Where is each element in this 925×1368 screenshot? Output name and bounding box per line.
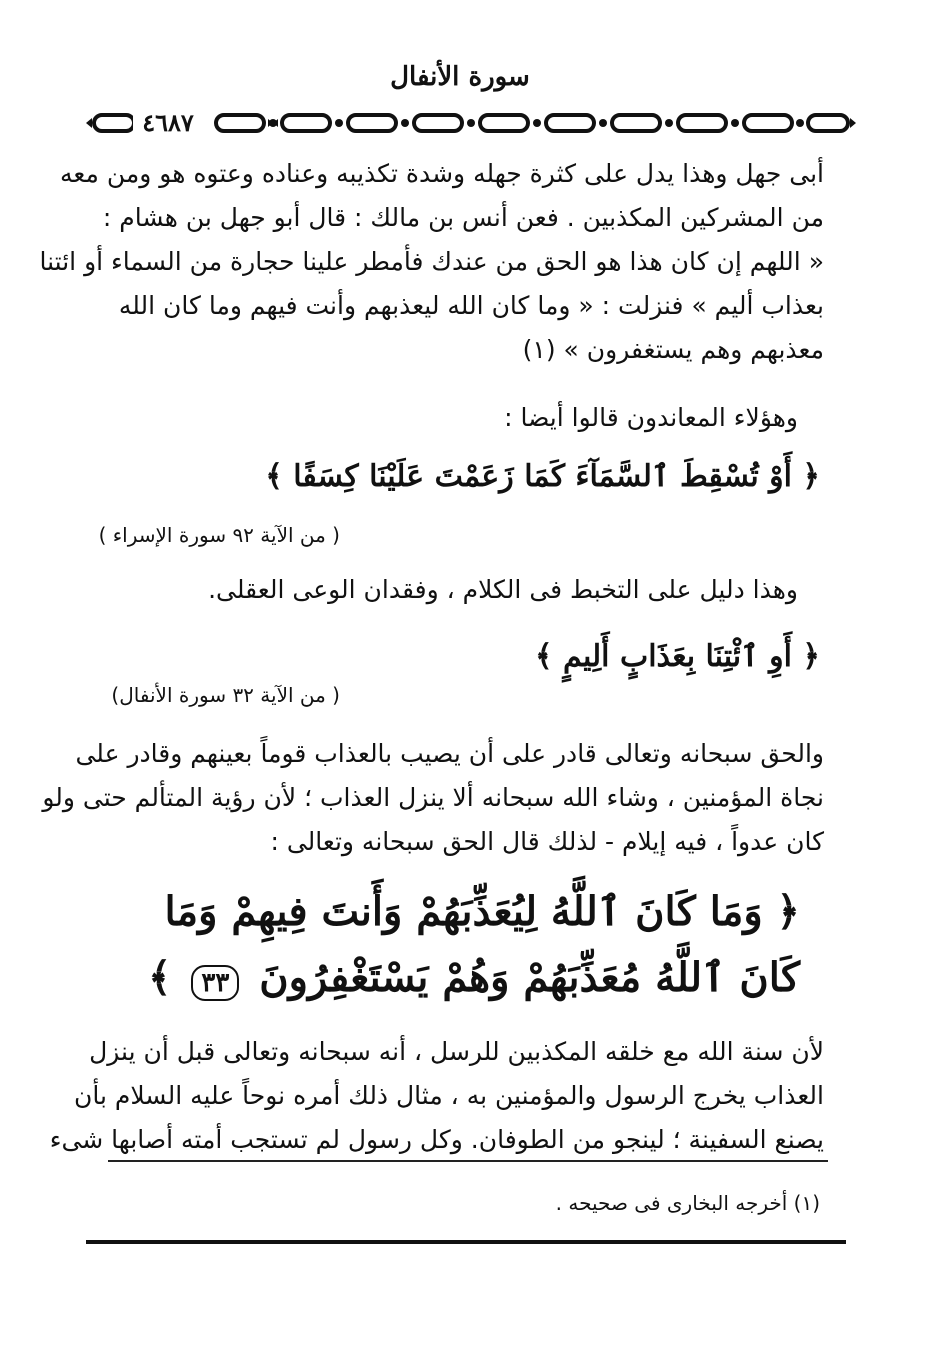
quran-verse-3-line-1: ﴿ وَمَا كَانَ ٱللَّهُ لِيُعَذِّبَهُمْ وَأَنتَ فِيهِمْ وَمَا [164,888,800,935]
paragraph-1 [39,152,824,372]
text-line: لأن سنة الله مع خلقه المكذبين للرسل ، أنه سبحانه وتعالى قبل أن ينزل [89,1037,824,1066]
paragraph-3 [108,568,798,612]
paragraph-4 [42,732,824,864]
text-line: نجاة المؤمنين ، وشاء الله سبحانه ألا ينزل العذاب ؛ لأن رؤية المتألم حتى ولو [42,783,824,812]
text-line: « اللهم إن كان هذا هو الحق من عندك فأمطر علينا حجارة من السماء أو ائتنا [39,247,824,276]
verse-end-bracket: ﴾ [148,954,172,1001]
quran-verse-2: ﴿ أَوِ ٱئْتِنَا بِعَذَابٍ أَلِيمٍ ﴾ [534,639,820,674]
text-line: وهؤلاء المعاندون قالوا أيضا : [504,403,798,432]
surah-title: سورة الأنفال [390,62,530,92]
text-line: وهذا دليل على التخبط فى الكلام ، وفقدان الوعى العقلى. [208,575,798,604]
verse-1-citation: ( من الآية ٩٢ سورة الإسراء ) [98,523,340,547]
text-line: بعذاب أليم » فنزلت : « وما كان الله ليعذبهم وأنت فيهم وما كان الله [118,291,824,320]
ayah-number-marker: ٣٣ [191,965,239,1001]
footnote-separator [108,1160,828,1162]
footnote: (١) أخرجه البخارى فى صحيحه . [555,1191,820,1215]
text-line: يصنع السفينة ؛ لينجو من الطوفان. وكل رسول لم تستجب أمته أصابها شىء [49,1125,824,1154]
quran-verse-1: ﴿ أَوْ تُسْقِطَ ٱلسَّمَآءَ كَمَا زَعَمْتَ عَلَيْنَا كِسَفًا ﴾ [265,459,820,494]
paragraph-2 [108,396,798,440]
text-line: معذبهم وهم يستغفرون » (١) [522,335,824,364]
text-line: من المشركين المكذبين . فعن أنس بن مالك : قال أبو جهل بن هشام : [102,203,824,232]
text-line: كان عدواً ، فيه إيلام - لذلك قال الحق سبحانه وتعالى : [270,827,824,856]
page-number: ٤٦٨٧ [133,108,203,138]
text-line: والحق سبحانه وتعالى قادر على أن يصيب بالعذاب قوماً بعينهم وقادر على [75,739,824,768]
quran-verse-3-line-2 [148,946,800,1010]
verse-3-text: كَانَ ٱللَّهُ مُعَذِّبَهُمْ وَهُمْ يَسْتَغْفِرُونَ [259,954,800,1001]
text-line: العذاب يخرج الرسول والمؤمنين به ، مثال ذلك أمره نوحاً عليه السلام بأن [74,1081,824,1110]
verse-2-citation: ( من الآية ٣٢ سورة الأنفال) [111,683,340,707]
bottom-rule [86,1240,846,1244]
text-line: أبى جهل وهذا يدل على كثرة جهله وشدة تكذيبه وعناده وعتوه هو ومن معه [60,159,824,188]
paragraph-5 [49,1030,824,1162]
